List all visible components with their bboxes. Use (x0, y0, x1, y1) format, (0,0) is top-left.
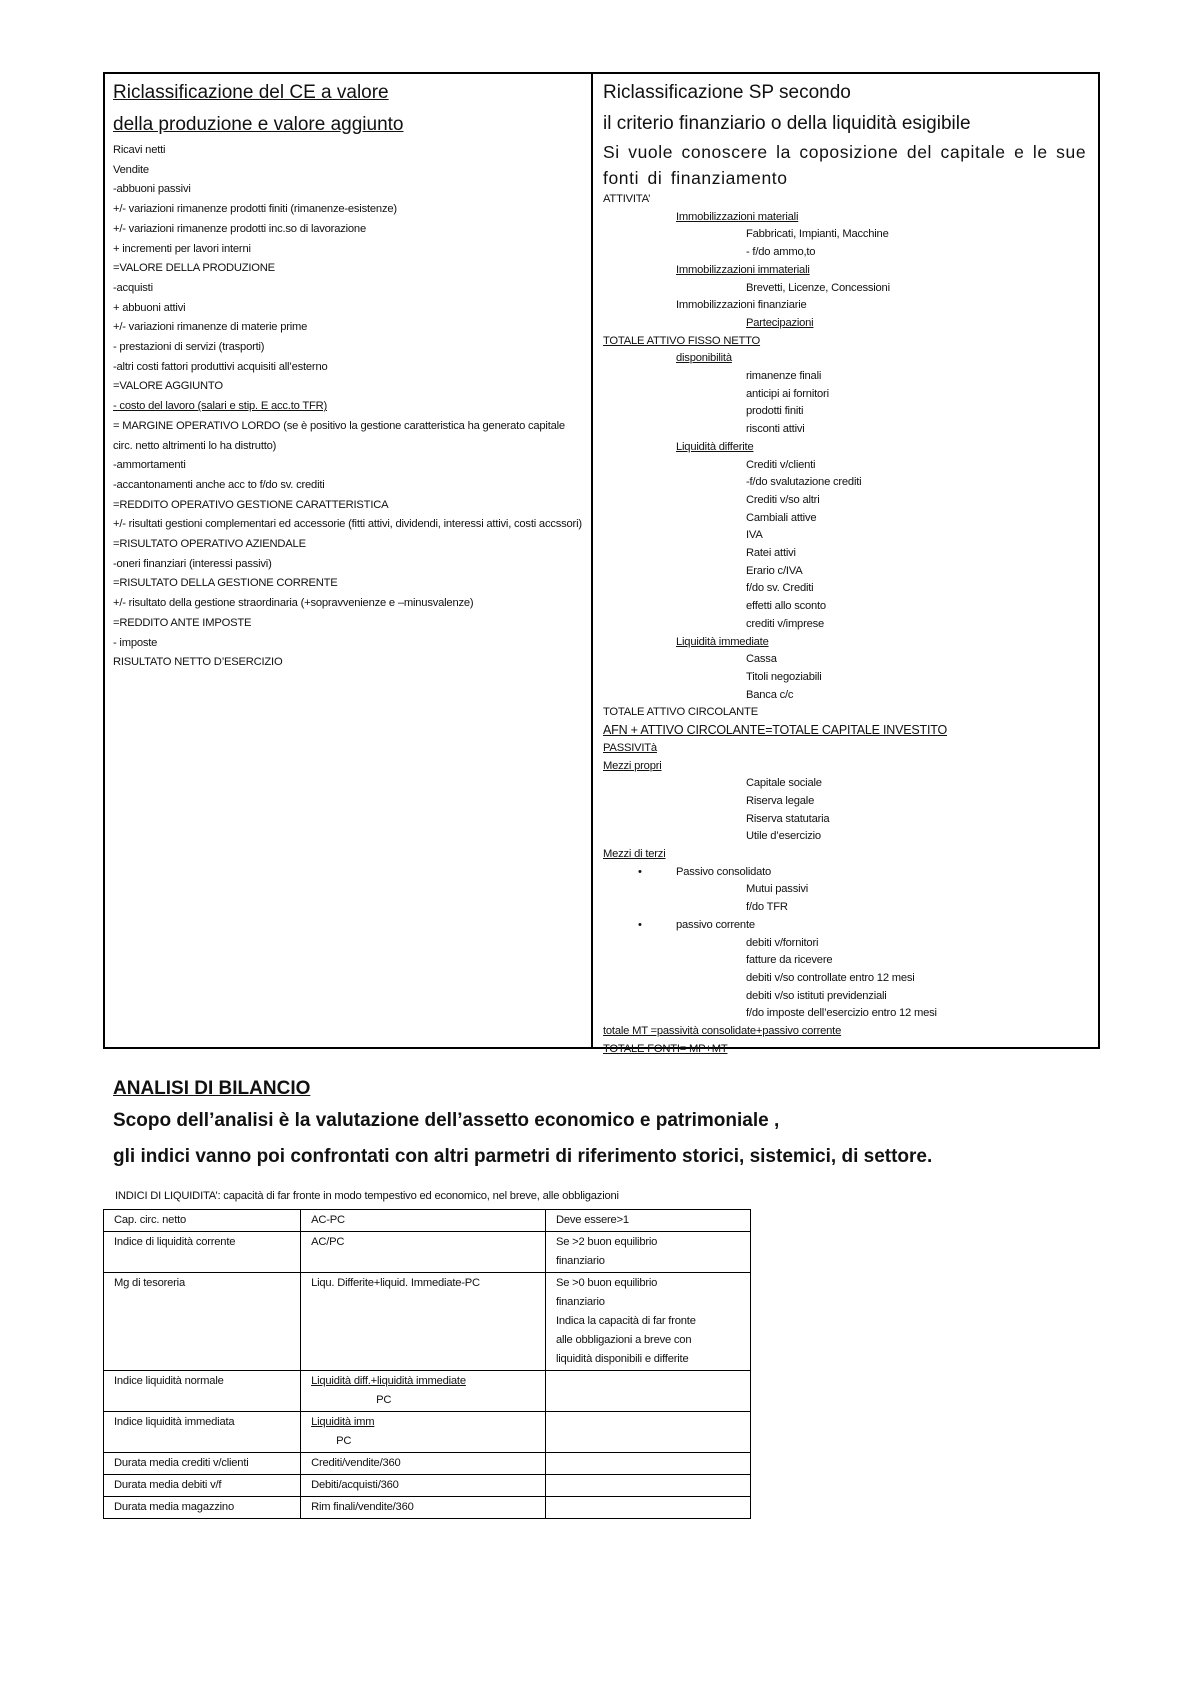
ratio-name: Indice liquidità normale (104, 1371, 301, 1412)
ce-title-line1: Riclassificazione del CE a valore (113, 82, 389, 103)
sp-line: f/do TFR (746, 901, 788, 914)
reclassification-table (103, 72, 1100, 1055)
analysis-line: Scopo dell’analisi è la valutazione dell’assetto economico e patrimoniale , (113, 1110, 780, 1131)
sp-line: Immobilizzazioni finanziarie (676, 299, 807, 312)
sp-line: Immobilizzazioni immateriali (676, 263, 810, 276)
ratio-name: Mg di tesoreria (104, 1273, 301, 1371)
ratio-formula: AC/PC (301, 1232, 546, 1273)
sp-line: crediti v/imprese (746, 617, 825, 630)
sp-line: Immobilizzazioni materiali (676, 210, 799, 223)
sp-line: -f/do svalutazione crediti (746, 476, 862, 489)
ce-line: =RISULTATO DELLA GESTIONE CORRENTE (113, 577, 338, 590)
ce-line: - prestazioni di servizi (trasporti) (113, 341, 265, 354)
sp-line: Capitale sociale (746, 777, 822, 790)
liquidity-ratios-caption: INDICI DI LIQUIDITA’: capacità di far fronte in modo tempestivo ed economico, nel breve, alle obbligazioni (115, 1190, 619, 1202)
ce-line: +/- variazioni rimanenze prodotti finiti (rimanenze-esistenze) (113, 203, 397, 216)
sp-line: debiti v/fornitori (746, 936, 819, 949)
table-row (104, 1232, 751, 1273)
ratio-formula: Rim finali/vendite/360 (301, 1497, 546, 1519)
sp-line: Cambiali attive (746, 511, 817, 524)
sp-line: anticipi ai fornitori (746, 387, 829, 400)
analysis-title: ANALISI DI BILANCIO (113, 1078, 311, 1099)
sp-line: Liquidità immediate (676, 635, 769, 648)
sp-line: risconti attivi (746, 423, 805, 436)
ratio-note (545, 1453, 750, 1475)
ratio-name: Durata media debiti v/f (104, 1475, 301, 1497)
sp-line: debiti v/so controllate entro 12 mesi (746, 971, 915, 984)
ratio-note (545, 1412, 750, 1453)
sp-line: totale MT =passività consolidate+passivo corrente (603, 1025, 842, 1038)
formula-denominator: PC (336, 1435, 352, 1447)
ratio-formula: Liqu. Differite+liquid. Immediate-PC (301, 1273, 546, 1371)
table-row (104, 1371, 751, 1412)
ce-line: =REDDITO OPERATIVO GESTIONE CARATTERISTICA (113, 498, 389, 511)
sp-line: Brevetti, Licenze, Concessioni (746, 281, 890, 294)
ce-line: -oneri finanziari (interessi passivi) (113, 557, 272, 570)
ratio-note (545, 1371, 750, 1412)
ratio-note (545, 1475, 750, 1497)
table-row (104, 1412, 751, 1453)
ratio-name: Durata media crediti v/clienti (104, 1453, 301, 1475)
ratio-note (545, 1497, 750, 1519)
ratio-name: Cap. circ. netto (104, 1210, 301, 1232)
ce-title-line2: della produzione e valore aggiunto (113, 114, 404, 135)
ratio-formula (301, 1412, 546, 1453)
sp-bullet-line (603, 864, 1090, 882)
sp-line: Ratei attivi (746, 547, 796, 560)
formula-denominator: PC (376, 1394, 392, 1406)
liquidity-ratios-table (103, 1209, 751, 1519)
sp-line: IVA (746, 529, 763, 542)
ratio-formula: Crediti/vendite/360 (301, 1453, 546, 1475)
sp-line: Crediti v/clienti (746, 458, 816, 471)
sp-line: rimanenze finali (746, 370, 822, 383)
sp-line: fatture da ricevere (746, 954, 833, 967)
ce-line: Vendite (113, 163, 149, 176)
ce-line: + incrementi per lavori interni (113, 242, 251, 255)
sp-line: disponibilità (676, 352, 732, 365)
ce-line: =RISULTATO OPERATIVO AZIENDALE (113, 538, 306, 551)
bullet-icon: • (638, 865, 642, 878)
ce-line: +/- variazioni rimanenze prodotti inc.so di lavorazione (113, 222, 366, 235)
sp-line: debiti v/so istituti previdenziali (746, 989, 887, 1002)
ratio-formula: Debiti/acquisti/360 (301, 1475, 546, 1497)
sp-line: TOTALE FONTI= MP+MT (603, 1042, 728, 1055)
ratio-note: Se >0 buon equilibrio finanziario Indica la capacità di far fronte alle obbligazioni a breve con liquidità disponibili e differite (545, 1273, 750, 1371)
table-row (104, 1453, 751, 1475)
ce-line: -abbuoni passivi (113, 183, 191, 196)
ratio-name: Durata media magazzino (104, 1497, 301, 1519)
ce-line: +/- risultato della gestione straordinaria (+sopravvenienze e –minusvalenze) (113, 597, 474, 610)
ce-line: = MARGINE OPERATIVO LORDO (se è positivo la gestione caratteristica ha generato capitale circ. netto altrimenti lo ha distrutto) (113, 419, 565, 452)
ce-line: + abbuoni attivi (113, 301, 186, 314)
sp-subtitle: Si vuole conoscere la coposizione del capitale e le sue fonti di finanziamento (603, 142, 1087, 188)
ce-line: =VALORE DELLA PRODUZIONE (113, 262, 275, 275)
ce-line: - imposte (113, 636, 158, 649)
sp-line: prodotti finiti (746, 405, 804, 418)
ce-line: -ammortamenti (113, 459, 186, 472)
table-row (104, 1210, 751, 1232)
sp-line: Mutui passivi (746, 883, 809, 896)
sp-line: Crediti v/so altri (746, 493, 820, 506)
sp-line: Cassa (746, 653, 777, 666)
ce-column (105, 74, 593, 1047)
sp-line: f/do sv. Crediti (746, 582, 814, 595)
sp-line: Utile d’esercizio (746, 830, 821, 843)
ce-line: -acquisti (113, 281, 153, 294)
ratio-formula: AC-PC (301, 1210, 546, 1232)
sp-line: - f/do ammo,to (746, 246, 816, 259)
sp-line: Mezzi di terzi (603, 848, 666, 861)
sp-line: PASSIVITà (603, 741, 657, 754)
sp-line: ATTIVITA’ (603, 193, 651, 205)
sp-line: TOTALE ATTIVO CIRCOLANTE (603, 706, 758, 719)
analysis-line: gli indici vanno poi confrontati con altri parmetri di riferimento storici, sistemici, di settore. (113, 1146, 933, 1167)
sp-title-line2: il criterio finanziario o della liquidità esigibile (603, 113, 971, 134)
table-row (104, 1273, 751, 1371)
sp-line: Titoli negoziabili (746, 670, 822, 683)
sp-line: AFN + ATTIVO CIRCOLANTE=TOTALE CAPITALE INVESTITO (603, 723, 947, 738)
sp-line: Liquidità differite (676, 440, 754, 453)
ratio-name: Indice di liquidità corrente (104, 1232, 301, 1273)
sp-line: TOTALE ATTIVO FISSO NETTO (603, 334, 761, 347)
sp-line: Erario c/IVA (746, 564, 803, 577)
sp-line: Fabbricati, Impianti, Macchine (746, 228, 889, 241)
ce-line: -altri costi fattori produttivi acquisiti all’esterno (113, 360, 328, 373)
sp-line: Riserva legale (746, 794, 815, 807)
formula-numerator: Liquidità diff.+liquidità immediate (311, 1375, 466, 1387)
table-row (104, 1497, 751, 1519)
ratio-formula (301, 1371, 546, 1412)
sp-line: Banca c/c (746, 688, 794, 701)
ce-line: -accantonamenti anche acc to f/do sv. crediti (113, 478, 325, 491)
formula-numerator: Liquidità imm (311, 1416, 375, 1428)
ratio-name: Indice liquidità immediata (104, 1412, 301, 1453)
bullet-icon: • (638, 918, 642, 931)
analysis-section (113, 1075, 1113, 1175)
ce-line: RISULTATO NETTO D’ESERCIZIO (113, 656, 283, 669)
sp-line: effetti allo sconto (746, 600, 826, 613)
sp-line: f/do imposte dell’esercizio entro 12 mesi (746, 1007, 937, 1020)
sp-column (593, 74, 1098, 1055)
ce-lines (113, 141, 583, 673)
sp-line: Partecipazioni (746, 316, 814, 329)
ce-line: =REDDITO ANTE IMPOSTE (113, 616, 252, 629)
ce-line: +/- risultati gestioni complementari ed accessorie (fitti attivi, dividendi, interessi attivi, costi accssori) (113, 518, 582, 531)
ce-line: +/- variazioni rimanenze di materie prime (113, 321, 308, 334)
table-row (104, 1475, 751, 1497)
sp-line: passivo corrente (676, 918, 755, 931)
ratio-note: Se >2 buon equilibrio finanziario (545, 1232, 750, 1273)
sp-line: Passivo consolidato (676, 865, 772, 878)
ce-line: =VALORE AGGIUNTO (113, 380, 223, 393)
sp-bullet-line (603, 917, 1090, 935)
sp-lines (603, 191, 1090, 1058)
sp-line: Riserva statutaria (746, 812, 830, 825)
ce-line: Ricavi netti (113, 144, 166, 156)
ce-line: - costo del lavoro (salari e stip. E acc.to TFR) (113, 400, 328, 413)
ratio-note: Deve essere>1 (545, 1210, 750, 1232)
sp-title-line1: Riclassificazione SP secondo (603, 82, 851, 103)
sp-line: Mezzi propri (603, 759, 662, 772)
